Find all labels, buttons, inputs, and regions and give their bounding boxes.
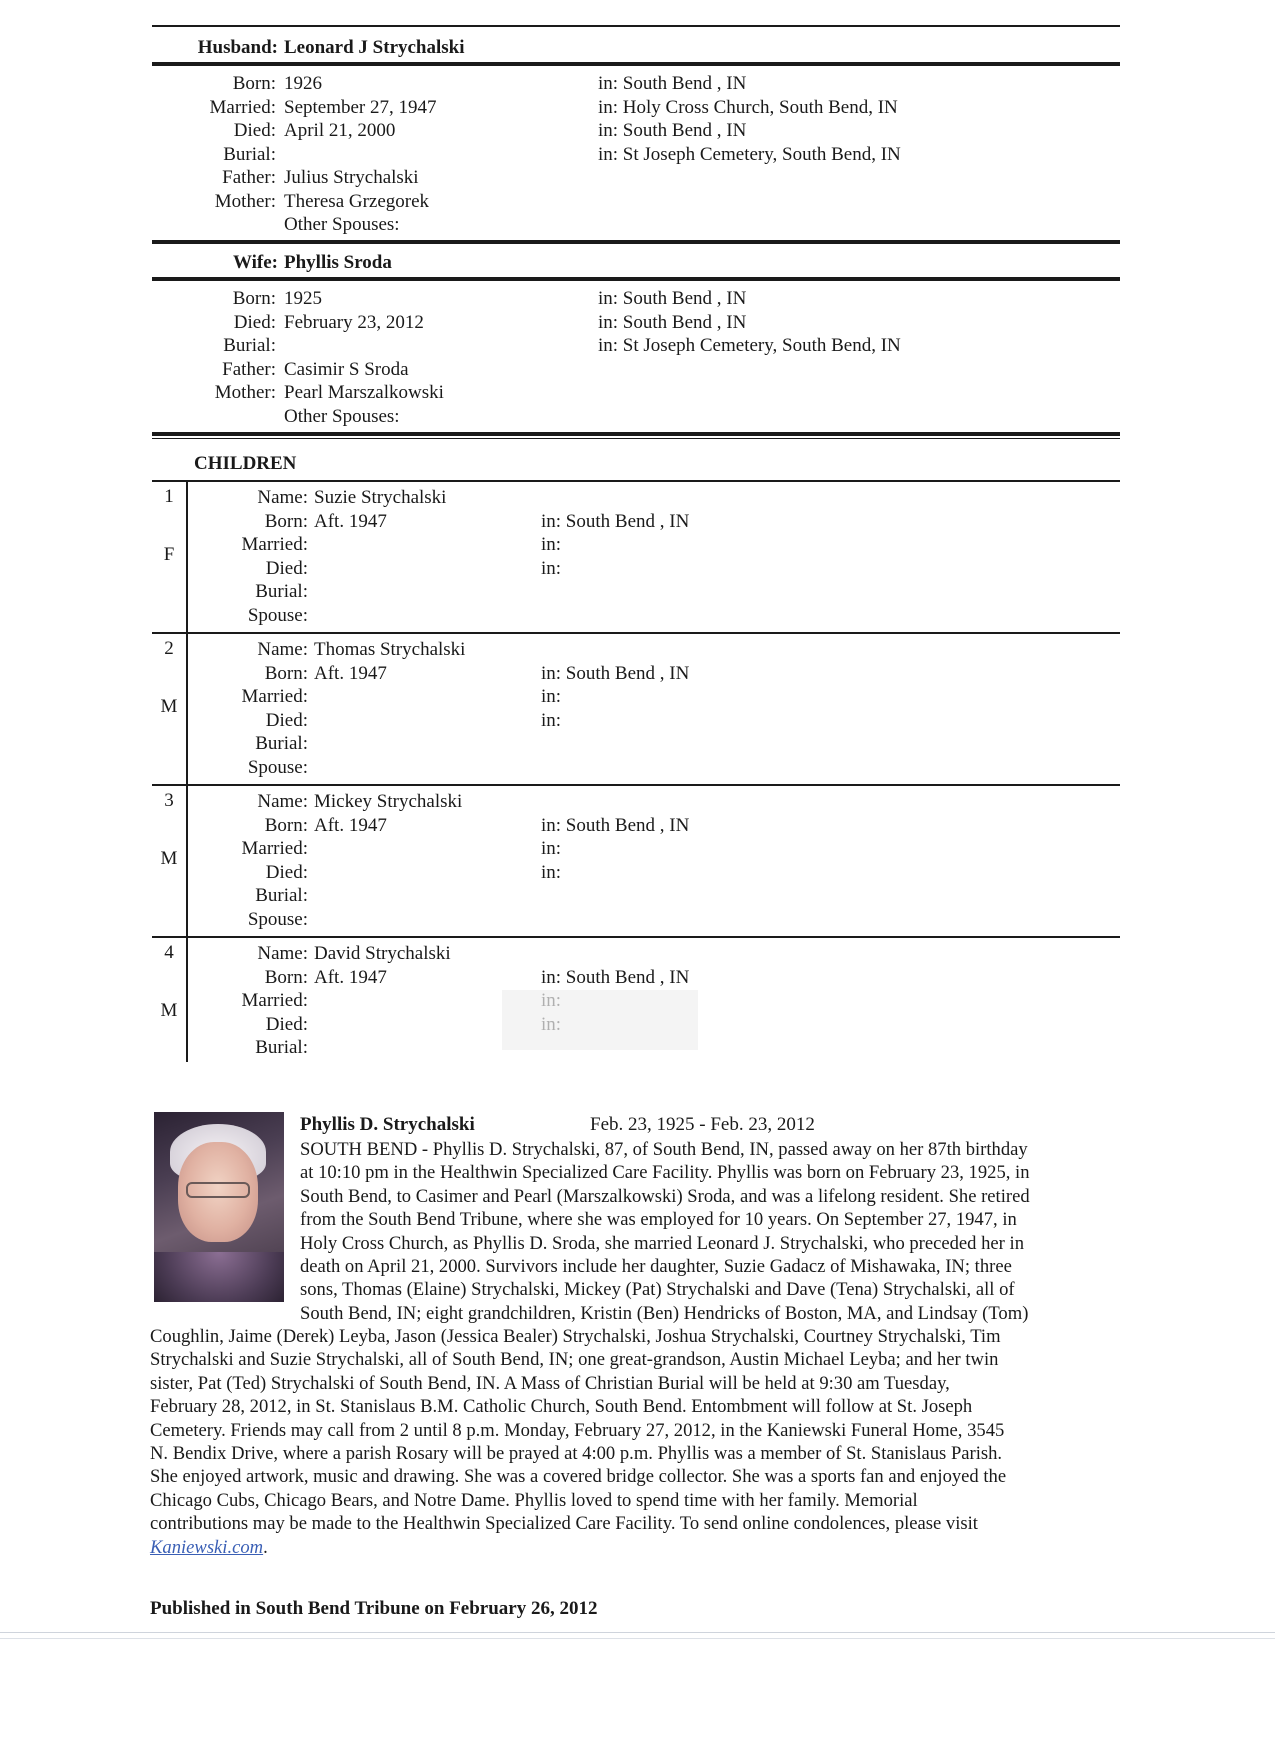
husband-died-label: Died: (233, 120, 276, 141)
child-married-place: in: (541, 686, 562, 707)
child-born-label: Born: (264, 662, 308, 684)
children-heading: CHILDREN (194, 453, 297, 474)
obituary-line: SOUTH BEND - Phyllis D. Strychalski, 87, of South Bend, IN, passed away on her 87th birthday (300, 1139, 1028, 1160)
child-born-place: in: South Bend , IN (541, 814, 690, 836)
child-burial-label: Burial: (255, 733, 308, 754)
child-born-value: Aft. 1947 (314, 814, 387, 836)
husband-born-value: 1926 (284, 73, 322, 94)
child-places (541, 814, 689, 885)
obituary-line: February 28, 2012, in St. Stanislaus B.M. Catholic Church, South Bend. Entombment will follow at St. Joseph (150, 1396, 973, 1418)
husband-labels (150, 72, 276, 213)
children-top-rule (152, 432, 1120, 436)
photo-shoulder (154, 1252, 284, 1302)
husband-mother-value: Theresa Grzegorek (284, 190, 430, 212)
husband-father-label: Father: (222, 167, 276, 188)
wife-labels (150, 287, 276, 405)
child-3 (152, 790, 1120, 938)
child-died-place: in: (541, 557, 562, 579)
obituary-line: South Bend, to Casimer and Pearl (Marszalkowski) Sroda, and was a lifelong resident. She retired (300, 1185, 1030, 1207)
husband-burial-label: Burial: (223, 143, 276, 165)
child-number: 2 (164, 638, 174, 659)
child-burial-label: Burial: (255, 885, 308, 906)
obituary-text-wide (150, 1325, 1125, 1559)
wife-name: Phyllis Sroda (284, 252, 392, 273)
wife-other-spouses: Other Spouses: (284, 405, 400, 427)
child-number: 3 (164, 790, 174, 811)
husband-died-place: in: South Bend , IN (598, 120, 747, 141)
child-name-value: Mickey Strychalski (314, 791, 463, 812)
child-born-value: Aft. 1947 (314, 966, 387, 988)
obituary-line: contributions may be made to the Healthwin Specialized Care Facility. To send online condolences, please visit (150, 1513, 978, 1535)
child-spouse-label: Spouse: (247, 908, 308, 930)
wife-father-label: Father: (222, 358, 276, 380)
child-labels (212, 942, 308, 1060)
child-values (314, 638, 465, 685)
child-labels (212, 638, 308, 779)
scan-edge-line-2 (0, 1638, 1275, 1639)
child-born-value: Aft. 1947 (314, 662, 387, 684)
wife-born-value: 1925 (284, 288, 322, 309)
wife-died-label: Died: (233, 311, 276, 333)
child-married-label: Married: (241, 686, 308, 707)
wife-values (284, 287, 444, 428)
child-married-label: Married: (241, 838, 308, 859)
child-married-label: Married: (241, 534, 308, 555)
child-died-label: Died: (265, 709, 308, 731)
obituary-photo (154, 1112, 284, 1302)
child-name-label: Name: (257, 639, 308, 660)
child-places (541, 510, 689, 581)
child-married-label: Married: (241, 990, 308, 1011)
husband-married-value: September 27, 1947 (284, 96, 437, 118)
kaniewski-link[interactable]: Kaniewski.com (150, 1536, 264, 1558)
child-burial-label: Burial: (255, 581, 308, 602)
child-labels (212, 486, 308, 627)
wife-born-place: in: South Bend , IN (598, 288, 747, 309)
child-number: 1 (164, 486, 174, 507)
obituary-line: Cemetery. Friends may call from 2 until 8 p.m. Monday, February 27, 2012, in the Kaniewski Funeral Home, 3545 (150, 1419, 1005, 1441)
wife-burial-label: Burial: (223, 335, 276, 356)
child-values (314, 486, 446, 533)
obituary-line: Strychalski and Suzie Strychalski, all of South Bend, IN; one great-grandson, Austin Michael Leyba; and her twin (150, 1349, 999, 1371)
obituary-name: Phyllis D. Strychalski (300, 1114, 475, 1135)
husband-mother-label: Mother: (214, 190, 276, 212)
link-suffix: . (263, 1536, 268, 1558)
obituary-link-line (150, 1536, 1125, 1559)
wife-mother-label: Mother: (214, 382, 276, 403)
obituary-line: Holy Cross Church, as Phyllis D. Sroda, she married Leonard J. Strychalski, who preceded her in (300, 1232, 1024, 1254)
child-sex: M (160, 848, 178, 869)
child-died-place: in: (541, 861, 562, 883)
wife-mother-value: Pearl Marszalkowski (284, 382, 444, 403)
child-values (314, 790, 462, 837)
wife-father-value: Casimir S Sroda (284, 358, 409, 380)
husband-married-place: in: Holy Cross Church, South Bend, IN (598, 96, 898, 118)
child-born-place: in: South Bend , IN (541, 662, 690, 684)
child-born-label: Born: (264, 814, 308, 836)
child-sex: M (160, 696, 178, 717)
husband-places (598, 72, 901, 166)
child-sex: M (160, 1000, 178, 1021)
husband-burial-place: in: St Joseph Cemetery, South Bend, IN (598, 143, 901, 165)
child-1 (152, 486, 1120, 634)
obituary-line: at 10:10 pm in the Healthwin Specialized Care Facility. Phyllis was born on February 23, 1925, in (300, 1162, 1030, 1184)
wife-places (598, 287, 901, 358)
child-born-place: in: South Bend , IN (541, 510, 690, 532)
child-1-rule (152, 632, 1120, 634)
husband-values (284, 72, 437, 237)
child-died-place: in: (541, 709, 562, 731)
child-died-label: Died: (265, 861, 308, 883)
obituary-text-narrow (300, 1138, 1120, 1325)
wife-label: Wife: (232, 252, 278, 273)
children-top-rule-2 (152, 438, 1120, 439)
tape-shadow (502, 990, 698, 1050)
husband-label: Husband: (197, 37, 278, 58)
husband-died-value: April 21, 2000 (284, 120, 396, 141)
obituary-line: Chicago Cubs, Chicago Bears, and Notre Dame. Phyllis loved to spend time with her family. Memorial (150, 1489, 918, 1511)
child-name-value: Suzie Strychalski (314, 487, 447, 508)
obituary-line: N. Bendix Drive, where a parish Rosary will be prayed at 4:00 p.m. Phyllis was a member of St. Stanislaus Parish. (150, 1442, 1003, 1464)
wife-rule (152, 277, 1120, 281)
child-died-label: Died: (265, 557, 308, 579)
husband-name: Leonard J Strychalski (284, 37, 465, 58)
child-name-label: Name: (257, 791, 308, 812)
wife-burial-value (284, 334, 444, 358)
children-heading-rule (152, 480, 1120, 482)
child-labels (212, 790, 308, 931)
wife-born-label: Born: (232, 288, 276, 309)
wife-died-value: February 23, 2012 (284, 311, 424, 333)
child-3-rule (152, 936, 1120, 938)
child-spouse-label: Spouse: (247, 756, 308, 778)
child-born-label: Born: (264, 966, 308, 988)
child-born-value: Aft. 1947 (314, 510, 387, 532)
obituary-line: South Bend, IN; eight grandchildren, Kristin (Ben) Hendricks of Boston, MA, and Lindsay (Tom) (300, 1302, 1029, 1324)
obituary-line: sister, Pat (Ted) Strychalski of South Bend, IN. A Mass of Christian Burial will be held at 9:30 am Tuesday, (150, 1372, 950, 1394)
child-married-place: in: (541, 838, 562, 859)
child-values (314, 942, 451, 989)
obituary-line: Coughlin, Jaime (Derek) Leyba, Jason (Jessica Bealer) Strychalski, Joshua Strychalski, Courtney Strychalski, Tim (150, 1326, 1001, 1347)
child-sex: F (163, 544, 175, 565)
child-name-value: Thomas Strychalski (314, 639, 466, 660)
obituary-dates: Feb. 23, 1925 - Feb. 23, 2012 (590, 1114, 815, 1135)
obituary-line: from the South Bend Tribune, where she was employed for 10 years. On September 27, 1947, in (300, 1209, 1017, 1231)
child-married-place: in: (541, 534, 562, 555)
child-burial-label: Burial: (255, 1037, 308, 1058)
obituary-line: She enjoyed artwork, music and drawing. She was a covered bridge collector. She was a sports fan and enjoyed the (150, 1466, 1007, 1488)
child-died-label: Died: (265, 1013, 308, 1035)
child-number: 4 (164, 942, 174, 963)
wife-died-place: in: South Bend , IN (598, 311, 747, 333)
child-born-label: Born: (264, 510, 308, 532)
child-2 (152, 638, 1120, 786)
husband-rule (152, 62, 1120, 66)
child-name-label: Name: (257, 487, 308, 508)
top-rule (152, 25, 1120, 27)
photo-glasses (186, 1182, 250, 1198)
published-line: Published in South Bend Tribune on February 26, 2012 (150, 1598, 598, 1619)
child-name-label: Name: (257, 943, 308, 964)
child-spouse-label: Spouse: (247, 604, 308, 626)
scan-edge-line (0, 1632, 1275, 1633)
child-2-rule (152, 784, 1120, 786)
husband-other-spouses: Other Spouses: (284, 214, 400, 235)
child-name-value: David Strychalski (314, 943, 451, 964)
wife-burial-place: in: St Joseph Cemetery, South Bend, IN (598, 335, 901, 356)
husband-born-label: Born: (232, 73, 276, 94)
obituary-line: sons, Thomas (Elaine) Strychalski, Mickey (Pat) Strychalski and Dave (Tena) Strychalski, all of (300, 1279, 1015, 1301)
child-born-place: in: South Bend , IN (541, 966, 690, 988)
husband-married-label: Married: (209, 96, 276, 118)
husband-father-value: Julius Strychalski (284, 167, 419, 188)
husband-born-place: in: South Bend , IN (598, 73, 747, 94)
obituary-line: death on April 21, 2000. Survivors include her daughter, Suzie Gadacz of Mishawaka, IN; three (300, 1255, 1012, 1277)
wife-top-rule (152, 240, 1120, 244)
child-places (541, 662, 689, 733)
husband-burial-value (284, 143, 437, 167)
